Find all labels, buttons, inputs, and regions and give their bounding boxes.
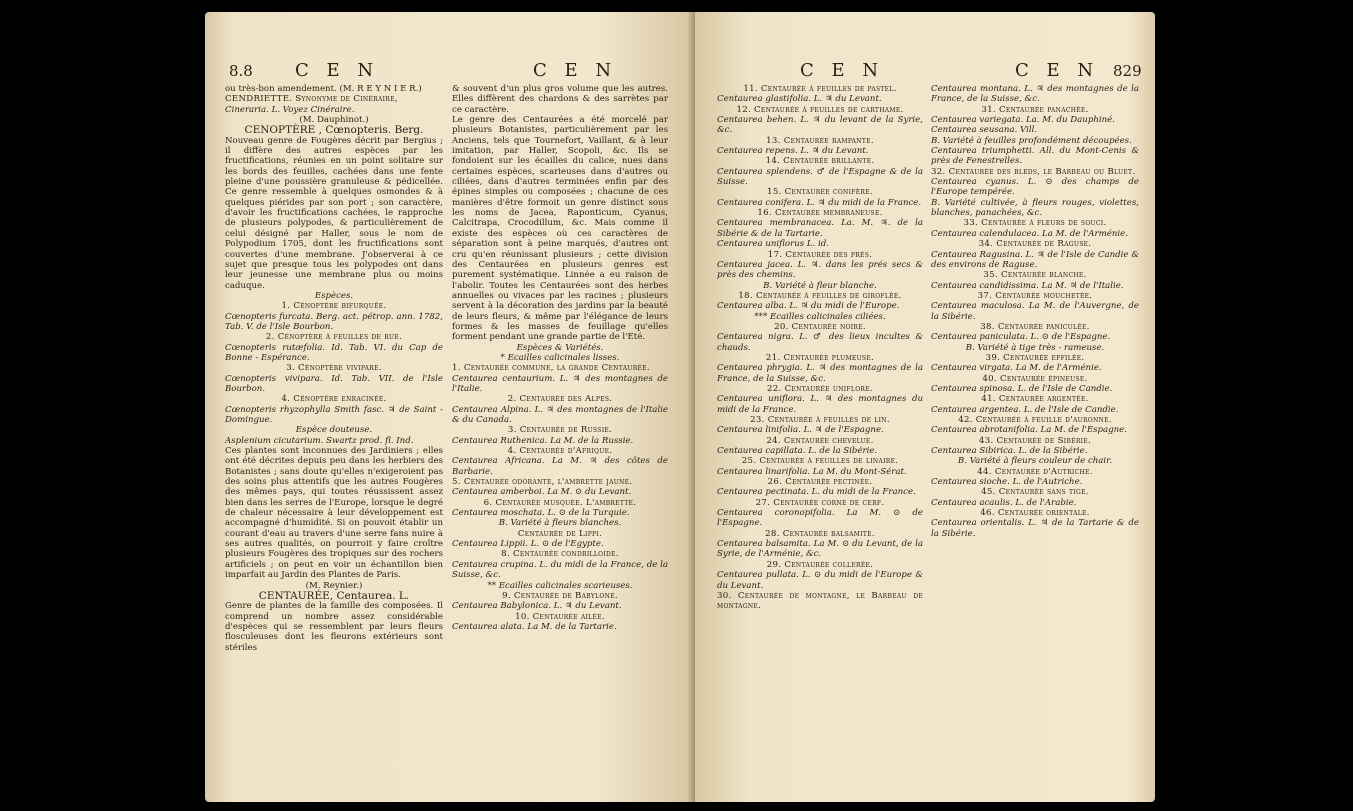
left-running-head: C E N: [295, 60, 380, 81]
species-entry: Centaurea centaurium. L. ♃ des montagnes de l'Italie.: [452, 373, 668, 394]
species-heading: 26. Centaurée pectinée.: [767, 477, 873, 488]
right-running-head-right: C E N: [1015, 60, 1100, 81]
subsection-title: ** Ecailles calicinales scarieuses.: [487, 580, 633, 591]
right-running-head-left: C E N: [800, 60, 885, 81]
species-heading: 20. Centaurée noire.: [774, 321, 866, 332]
species-heading: 34. Centaurée de Raguse.: [978, 239, 1092, 250]
species-heading: 10. Centaurée ailée.: [515, 611, 605, 622]
species-heading: 4. Centaurée d'Afrique.: [507, 446, 613, 457]
variety-line: B. Variété à fleurs blanches.: [498, 518, 622, 529]
species-entry: Centaurea Babylonica. L. ♃ du Levant.: [452, 601, 622, 612]
right-column-2: [931, 84, 1139, 539]
paragraph: Ces plantes sont inconnues des Jardiniers ; elles ont été décrites depuis peu dans les herbiers des Botanistes ; sans doute qu'elles n'exigeroient pas des soins plus attentifs que les autres Fougères des mêmes pays, qui toutes réussissent assez bien dans les serres de l'Europe, lorsque le degré de chaleur nécessaire à leur développement est accompagné d'humidité. Si on pouvoit établir un courant d'eau au travers d'une serre fans nuire à ses autres qualités, on pourroit y faire croître plusieurs Fougères des tropiques sur des rochers artificiels ; on peut en voir un échantillon bien imparfait au Jardin des Plantes de Paris.: [225, 446, 443, 581]
species-entry: Centaurea alba. L. ♃ du midi de l'Europe.: [717, 301, 900, 312]
species-entry: Centaurea calendulacea. La M. de l'Arménie.: [931, 228, 1128, 239]
species-heading: 13. Centaurée rampante.: [766, 135, 874, 146]
species-entry: Centaurea acaulis. L. de l'Arabie.: [931, 497, 1077, 508]
species-entry: Centaurea pectinata. L. du midi de la France.: [717, 487, 916, 498]
variety-line: B. Variété à fleur blanche.: [763, 280, 877, 291]
species-entry: Centaurea triumphetti. All. du Mont-Cenis & près de Fenestrelles.: [931, 146, 1139, 167]
species-heading: 1. Cénoptère bifurquée.: [281, 301, 387, 312]
species-entry: Centaurea capillata. L. de la Sibérie.: [717, 446, 878, 457]
species-entry: Centaurea Ruthenica. La M. de la Russie.: [452, 435, 634, 446]
species-entry: Centaurea pullata. L. ⊙ du midi de l'Europe & du Levant.: [717, 570, 923, 591]
paragraph: & souvent d'un plus gros volume que les autres. Elles diffèrent des chardons & des sarrètes par ce caractère.: [452, 84, 668, 115]
open-book: [205, 12, 1155, 804]
entry-heading: CENOPTÈRE , Cœnopteris. Berg.: [244, 124, 424, 137]
species-heading: 46. Centaurée orientale.: [980, 508, 1090, 519]
section-title: Espèces & Variétés.: [516, 342, 604, 353]
species-entry: Cœnopteris rutæfolia. Id. Tab. VI. du Cap de Bonne - Espérance.: [225, 342, 443, 363]
species-entry: Centaurea behen. L. ♃ du levant de la Syrie, &c.: [717, 115, 923, 136]
variety-line: B. Variété à feuilles profondément découpées.: [931, 135, 1132, 146]
species-entry: Centaurea linarifolia. La M. du Mont-Sérat.: [717, 466, 907, 477]
species-heading: 33. Centaurée à fleurs de souci.: [963, 218, 1107, 229]
species-heading: 23. Centaurée à feuilles de lin.: [750, 415, 890, 425]
species-entry: Centaurea maculosa. La M. de l'Auvergne, de la Sibérie.: [931, 301, 1139, 322]
species-heading: 32. Centaurée des bleds, le Barbeau ou Bluet.: [931, 166, 1136, 177]
species-entry: Centaurea splendens. ♂ de l'Espagne & de la Suisse.: [717, 166, 923, 188]
species-entry: Centaurea variegata. La. M. du Dauphiné.: [931, 115, 1115, 126]
subsection-title: * Ecailles calicinales lisses.: [500, 352, 620, 363]
species-entry: Centaurea Africana. La M. ♃ des côtes de Barbarie.: [452, 456, 668, 477]
species-heading: 45. Centaurée sans tige.: [981, 487, 1089, 498]
left-page-number: 8.8: [229, 62, 253, 80]
text-line: CENDRIETTE. Synonyme de Cinéraire,: [225, 94, 398, 105]
text-line: Cineraria. L. Voyez Cinéraire.: [225, 104, 355, 115]
species-entry: Centaurea paniculata. L. ⊙ de l'Espagne.: [931, 332, 1111, 343]
species-heading: 28. Centaurée balsamite.: [765, 528, 875, 539]
species-entry: Centaurea phrygia. L. ♃ des montagnes de la France, de la Suisse, &c.: [717, 363, 923, 384]
species-entry: Centaurea jacea. L. ♃. dans les prés secs & près des chemins.: [717, 259, 923, 281]
species-heading: 8. Centaurée condrilloide.: [501, 549, 619, 560]
species-entry: Cœnopteris furcata. Berg. act. pétrop. ann. 1782, Tab. V. de l'Isle Bourbon.: [225, 311, 443, 332]
right-page-number: 829: [1113, 62, 1142, 80]
subsection-title: *** Ecailles calicinales ciliées.: [754, 311, 886, 322]
species-entry: Centaurea glastifolia. L. ♃ du Levant.: [717, 94, 882, 105]
species-heading: 12. Centaurée à feuilles de carthame.: [736, 104, 904, 115]
species-entry: Centaurea orientalis. L. ♃ de la Tartarie & de la Sibérie.: [931, 518, 1139, 539]
species-heading: 2. Centaurée des Alpes.: [507, 394, 613, 405]
species-entry: Centaurea seusana. Vill.: [931, 125, 1038, 136]
species-heading: 37. Centaurée mouchetée.: [977, 290, 1093, 301]
species-heading: 39. Centaurée effilée.: [985, 352, 1085, 363]
species-heading: 21. Centaurée plumeuse.: [765, 352, 875, 363]
species-heading: 44. Centaurée d'Autriche.: [977, 466, 1093, 477]
right-column-1: [717, 84, 923, 612]
species-heading: 9. Centaurée de Babylone.: [502, 590, 618, 601]
paragraph: Le genre des Centaurées a été morcelé par plusieurs Botanistes, particulièrement par les Anciens, tels que Tournefort, Vaillant, & à leur imitation, par Haller, Scopoli, &c. Ils se fondoient sur les écailles du calice, nues dans certaines espèces, scarieuses dans d'autres ou ciliées, dans d'autres terminées enfin par des épines simples ou composées ; chacune de ces manières d'être formoit un genre distinct sous les noms de Jacea, Raponticum, Cyanus, Calcitrapa, Crocodillum, &c. Mais comme il existe des espèces où ces caractères de séparation sont à peine marqués, d'autres ont cru qu'en réunissant plusieurs ; cette division des Centaurées en plusieurs genres est purement systématique. Linnée a eu raison de l'abolir. Toutes les Centaurées sont des herbes annuelles ou vivaces par les racines ; plusieurs servent à la décoration des jardins par la beauté de leurs fleurs, & même par l'élégance de leurs formes & les masses de feuillage qu'elles forment pendant une grande partie de l'Eté.: [452, 115, 668, 343]
species-entry: Centaurea Lippii. L. ⊙ de l'Egypte.: [452, 539, 604, 550]
species-heading: 18. Centaurée à feuilles de giroflée.: [738, 290, 902, 301]
species-entry: Centaurea nigra. L. ♂ des lieux incultes & chauds.: [717, 332, 923, 353]
species-entry: Asplenium cicutarium. Swartz prod. fl. Ind.: [225, 435, 414, 446]
left-column-1: [225, 84, 443, 653]
species-heading: 35. Centaurée blanche.: [983, 270, 1087, 281]
species-heading: 25. Centaurée à feuilles de linaire.: [741, 456, 899, 467]
species-entry: Centaurea repens. L. ♃ du Levant.: [717, 146, 869, 157]
species-entry: Centaurea Ragusina. L. ♃ de l'Isle de Candie & des environs de Raguse.: [931, 249, 1139, 270]
species-heading: 1. Centaurée commune, la grande Centaurée.: [452, 363, 650, 374]
paragraph: Genre de plantes de la famille des composées. Il comprend un nombre assez considérable d'espèces qui se ressemblent par leurs fleurs flosculeuses dont les fleurons extérieurs sont stériles: [225, 601, 443, 653]
species-heading: 15. Centaurée conifère.: [767, 187, 873, 198]
author-signature: (M. Reynier.): [305, 580, 363, 591]
species-entry: Centaurea balsamita. La M. ⊙ du Levant, de la Syrie, de l'Arménie, &c.: [717, 539, 923, 560]
text-line: ou très-bon amendement. (M. R E Y N I E R.): [225, 84, 422, 94]
species-entry: Centaurea virgata. La M. de l'Arménie.: [931, 363, 1102, 374]
species-heading: 17. Centaurée des prés.: [767, 249, 873, 260]
species-entry: Centaurea amberboi. La M. ⊙ du Levant.: [452, 487, 632, 498]
species-heading: 14. Centaurée brillante.: [765, 156, 875, 167]
species-heading: 22. Centaurée uniflore.: [767, 383, 873, 394]
species-entry: Centaurea moschata. L. ⊙ de la Turquie.: [452, 508, 630, 519]
species-heading: 5. Centaurée odorante, l'ambrette jaune.: [452, 477, 633, 488]
species-entry: Centaurea abrotanifolia. La M. de l'Espagne.: [931, 425, 1127, 436]
species-heading: 3. Centaurée de Russie.: [507, 425, 613, 436]
species-heading: 43. Centaurée de Sibérie.: [978, 435, 1092, 446]
species-entry: Centaurea sioche. L. de l'Autriche.: [931, 477, 1083, 488]
species-entry: Centaurea coronopifolia. La M. ⊙ de l'Espagne.: [717, 508, 923, 529]
section-title: Espèces.: [314, 290, 354, 301]
species-heading: 41. Centaurée argentée.: [981, 394, 1089, 405]
left-running-head-2: C E N: [533, 60, 618, 81]
species-heading: 27. Centaurée corne de cerf.: [755, 497, 885, 508]
species-entry: Centaurea spinosa. L. de l'Isle de Candie.: [931, 383, 1113, 394]
entry-heading: CENTAURÉE, Centaurea. L.: [258, 589, 410, 602]
species-heading: 40. Centaurée épineuse.: [982, 373, 1088, 384]
species-heading: 29. Centaurée collerée.: [766, 559, 874, 570]
species-entry: Centaurea argentea. L. de l'Isle de Candie.: [931, 404, 1119, 415]
paragraph: Nouveau genre de Fougères décrit par Bergius ; il diffère des autres espèces par les fructifications, réunies en un point solitaire sur les bords des feuilles, cachées dans une fente pleine d'une poussière granuleuse & pédicellée. Ce genre ressemble à quelques osmondes & à quelques piérides par son port ; son caractère, d'avoir les fructifications cachées, le rapproche de plusieurs polypodes, & particulièrement de celui désigné par Haller, sous le nom de Polypodium 1705, dont les fructifications sont couvertes d'une membrane. J'observerai à ce sujet que presque tous les polypodes ont dans leur jeunesse une membrane plus ou moins caduque.: [225, 135, 443, 291]
species-entry: Centaurea linifolia. L. ♃ de l'Espagne.: [717, 425, 884, 436]
variety-line: B. Variété à fleurs couleur de chair.: [957, 456, 1113, 467]
species-heading: 31. Centaurée panachée.: [981, 104, 1089, 115]
species-heading: 4. Cénoptère enracinée.: [281, 394, 387, 405]
species-heading: 2. Cénoptère à feuilles de rue.: [265, 332, 403, 343]
section-title: Espèce douteuse.: [295, 425, 373, 436]
species-heading: 42. Centaurée à feuille d'auronne.: [958, 415, 1112, 425]
species-entry: Centaurea cyanus. L. ⊙ des champs de l'Europe tempérée.: [931, 177, 1139, 198]
species-entry: Cœnopteris rhyzophylla Smith fasc. ♃ de Saint - Domingue.: [225, 404, 443, 425]
species-entry: Centaurea uniflora. L. ♃ des montagnes du midi de la France.: [717, 394, 923, 415]
variety-line: B. Variété cultivée, à fleurs rouges, violettes, blanches, panachées, &c.: [931, 197, 1139, 219]
variety-line: B. Variété à tige très - rameuse.: [965, 342, 1105, 353]
species-entry: Cœnopteris vivipara. Id. Tab. VII. de l'Isle Bourbon.: [225, 373, 443, 394]
right-page: [695, 12, 1155, 802]
species-entry: Centaurea candidissima. La M. ♃ de l'Italie.: [931, 280, 1124, 291]
species-entry: Centaurea Alpina. L. ♃ des montagnes de l'Italie & du Canada.: [452, 404, 668, 425]
species-heading: 38. Centaurée paniculée.: [980, 321, 1090, 332]
species-heading: 3. Cénoptère vivipare.: [286, 363, 382, 374]
species-entry: Centaurea crupina. L. du midi de la France, de la Suisse, &c.: [452, 559, 668, 581]
species-entry: Centaurea conifera. L. ♃ du midi de la France.: [717, 197, 922, 208]
species-entry: Centaurea Sibirica. L. de la Sibérie.: [931, 446, 1088, 457]
species-heading: 30. Centaurée de montagne, le Barbeau de montagne.: [717, 590, 923, 612]
species-entry: Centaurea uniflorus L. id.: [717, 239, 830, 250]
species-heading: 24. Centaurée chevelue.: [766, 435, 874, 446]
species-heading: 11. Centaurée à feuilles de pastel.: [743, 84, 897, 94]
author-signature: (M. Dauphinot.): [299, 115, 369, 126]
species-entry: Centaurea montana. L. ♃ des montagnes de la France, de la Suisse, &c.: [931, 84, 1139, 105]
species-heading: 16. Centaurée membraneuse.: [757, 208, 883, 219]
species-heading: Centaurée de Lippi.: [517, 528, 603, 539]
species-entry: Centaurea membranacea. La. M. ♃. de la Sibérie & de la Tartarie.: [717, 218, 923, 239]
left-column-2: [452, 84, 668, 632]
species-entry: Centaurea alata. La M. de la Tartarie.: [452, 621, 617, 632]
left-page: [205, 12, 695, 802]
species-heading: 6. Centaurée musquée. L'ambrette.: [483, 497, 637, 508]
